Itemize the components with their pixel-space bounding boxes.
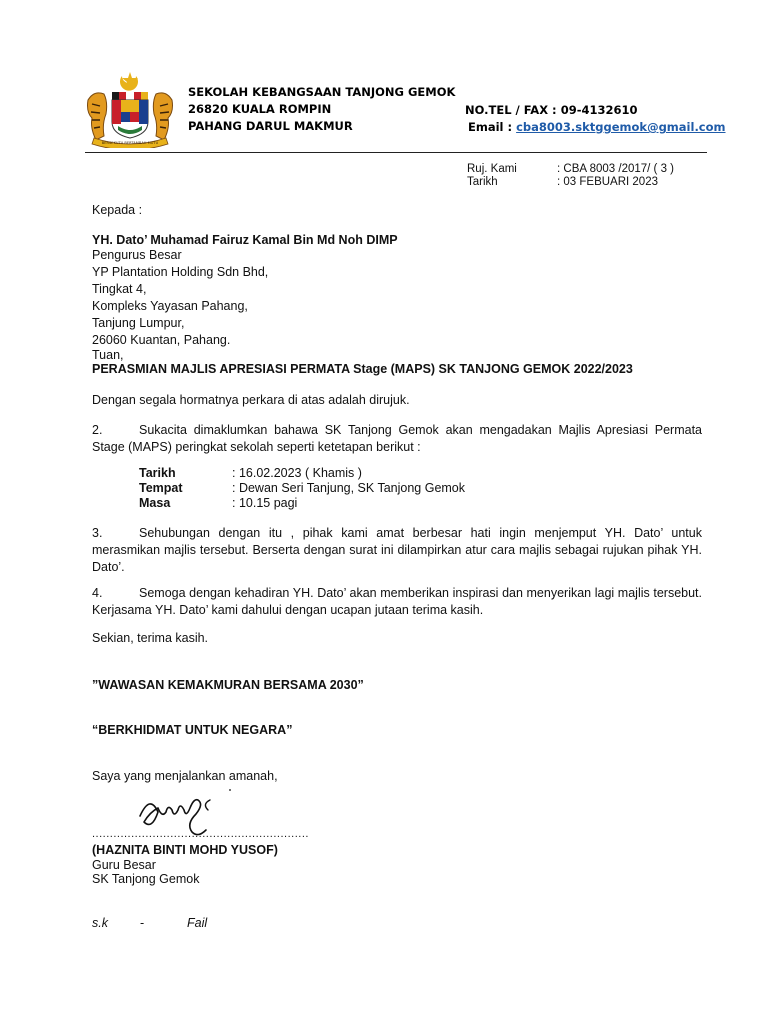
recipient-address-line: Kompleks Yayasan Pahang, <box>92 299 248 313</box>
event-tarikh-label: Tarikh <box>139 466 176 480</box>
signer-name: (HAZNITA BINTI MOHD YUSOF) <box>92 843 278 857</box>
tarikh-value: : 03 FEBUARI 2023 <box>557 176 658 188</box>
tel-value: 09-4132610 <box>560 103 638 117</box>
recipient-address-line: Tingkat 4, <box>92 282 147 296</box>
recipient-address-line: Tanjung Lumpur, <box>92 316 185 330</box>
recipient-address-line: Pengurus Besar <box>92 248 182 262</box>
school-name: SEKOLAH KEBANGSAAN TANJONG GEMOK <box>188 85 456 99</box>
cc-value: Fail <box>187 916 208 930</box>
email-label: Email : <box>468 120 513 134</box>
event-masa-value: : 10.15 pagi <box>232 496 298 510</box>
ruj-value: : CBA 8003 /2017/ ( 3 ) <box>557 163 674 175</box>
paragraph-3-number: 3. <box>92 526 103 540</box>
email-line <box>468 120 726 134</box>
header-divider <box>85 152 707 153</box>
school-address-line1: 26820 KUALA ROMPIN <box>188 102 332 116</box>
tarikh-label: Tarikh <box>467 176 498 188</box>
amanah-line: Saya yang menjalankan amanah, <box>92 769 278 783</box>
ruj-label: Ruj. Kami <box>467 163 517 175</box>
signer-position: Guru Besar <box>92 858 156 872</box>
event-tempat-value: : Dewan Seri Tanjung, SK Tanjong Gemok <box>232 481 466 495</box>
motto-berkhidmat: “BERKHIDMAT UNTUK NEGARA” <box>92 723 293 737</box>
svg-text:BERSEKUTU BERTAMBAH MUTU: BERSEKUTU BERTAMBAH MUTU <box>101 141 159 145</box>
reference-tarikh <box>467 176 658 188</box>
school-address-line2: PAHANG DARUL MAKMUR <box>188 119 353 133</box>
event-tarikh-value: : 16.02.2023 ( Khamis ) <box>232 466 362 480</box>
paragraph-2-number: 2. <box>92 423 103 437</box>
event-masa-label: Masa <box>139 496 171 510</box>
closing-thanks: Sekian, terima kasih. <box>92 631 209 645</box>
subject-line: PERASMIAN MAJLIS APRESIASI PERMATA Stage (MAPS) SK TANJONG GEMOK 2022/2023 <box>92 362 633 376</box>
reference-ruj <box>467 163 674 175</box>
event-tarikh-row <box>139 466 465 481</box>
paragraph-2: Sukacita dimaklumkan bahawa SK Tanjong Gemok akan mengadakan Majlis Apresiasi Permata Stage (MAPS) peringkat sekolah seperti ketetapan berikut : <box>92 423 702 454</box>
recipient-address-line: YP Plantation Holding Sdn Bhd, <box>92 265 269 279</box>
event-details <box>139 466 465 511</box>
paragraph-4: Semoga dengan kehadiran YH. Dato’ akan memberikan inspirasi dan menyerikan lagi majlis tersebut. Kerjasama YH. Dato’ kami dahului dengan ucapan jutaan terima kasih. <box>92 586 702 617</box>
tel-fax <box>465 103 637 117</box>
recipient-name: YH. Dato’ Muhamad Fairuz Kamal Bin Md Noh DIMP <box>92 233 398 247</box>
recipient-address <box>92 247 268 349</box>
email-link[interactable]: cba8003.sktggemok@gmail.com <box>516 120 726 134</box>
event-tempat-row <box>139 481 465 496</box>
cc-label: s.k <box>92 916 108 930</box>
event-masa-row <box>139 496 465 511</box>
coat-of-arms-logo <box>82 70 178 148</box>
motto-wawasan: ”WAWASAN KEMAKMURAN BERSAMA 2030” <box>92 678 364 692</box>
recipient-address-line: 26060 Kuantan, Pahang. <box>92 333 231 347</box>
signature-dotted-line: ............................................................. <box>92 828 309 840</box>
cc-dash: - <box>140 916 145 930</box>
kepada-label: Kepada : <box>92 203 143 217</box>
paragraph-1: Dengan segala hormatnya perkara di atas adalah dirujuk. <box>92 393 410 407</box>
signer-school: SK Tanjong Gemok <box>92 872 200 886</box>
paragraph-4-number: 4. <box>92 586 103 600</box>
salutation: Tuan, <box>92 348 124 362</box>
tel-label: NO.TEL / FAX : <box>465 103 557 117</box>
paragraph-3: Sehubungan dengan itu , pihak kami amat berbesar hati ingin menjemput YH. Dato’ untuk merasmikan majlis tersebut. Berserta dengan surat ini dilampirkan atur cara majlis sebagai rujukan pihak YH. Dato’. <box>92 526 702 574</box>
event-tempat-label: Tempat <box>139 481 183 495</box>
